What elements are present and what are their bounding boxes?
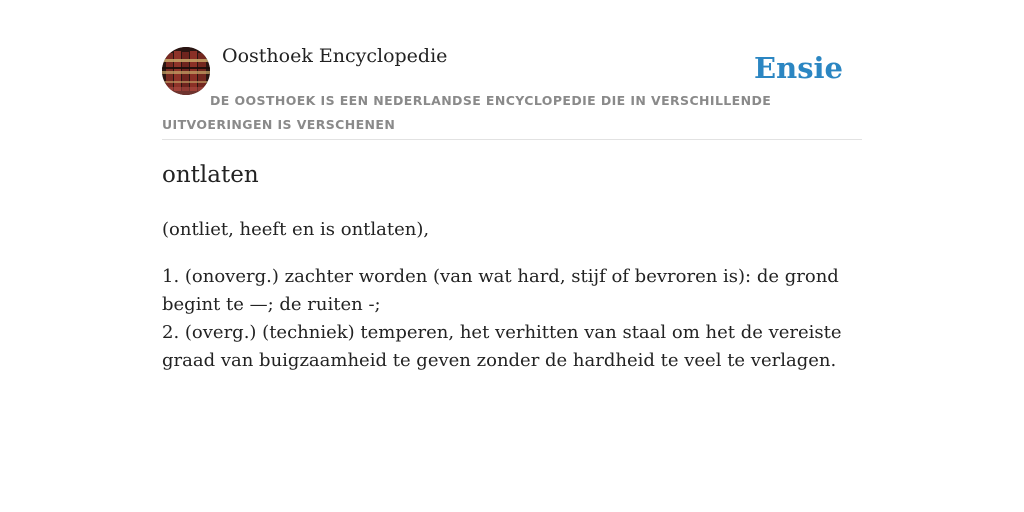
definition-item: 2. (overg.) (techniek) temperen, het verhitten van staal om het de vereiste graad van buigzaamheid te geven zonder de hardheid te veel te verlagen.: [162, 322, 842, 371]
entry-forms: (ontliet, heeft en is ontlaten),: [162, 219, 430, 240]
header: [162, 0, 862, 140]
entry-title: ontlaten: [162, 162, 259, 188]
entry-definitions: [162, 263, 862, 375]
book-spines-icon[interactable]: [162, 47, 210, 95]
site-tagline: DE OOSTHOEK IS EEN NEDERLANDSE ENCYCLOPEDIE DIE IN VERSCHILLENDE UITVOERINGEN IS VERSCHENEN: [162, 93, 772, 132]
brand-logo[interactable]: Ensie: [754, 51, 843, 85]
page-container: [162, 0, 862, 371]
site-title[interactable]: Oosthoek Encyclopedie: [222, 45, 448, 67]
definition-item: 1. (onoverg.) zachter worden (van wat hard, stijf of bevroren is): de grond begint te —; de ruiten -;: [162, 266, 839, 315]
